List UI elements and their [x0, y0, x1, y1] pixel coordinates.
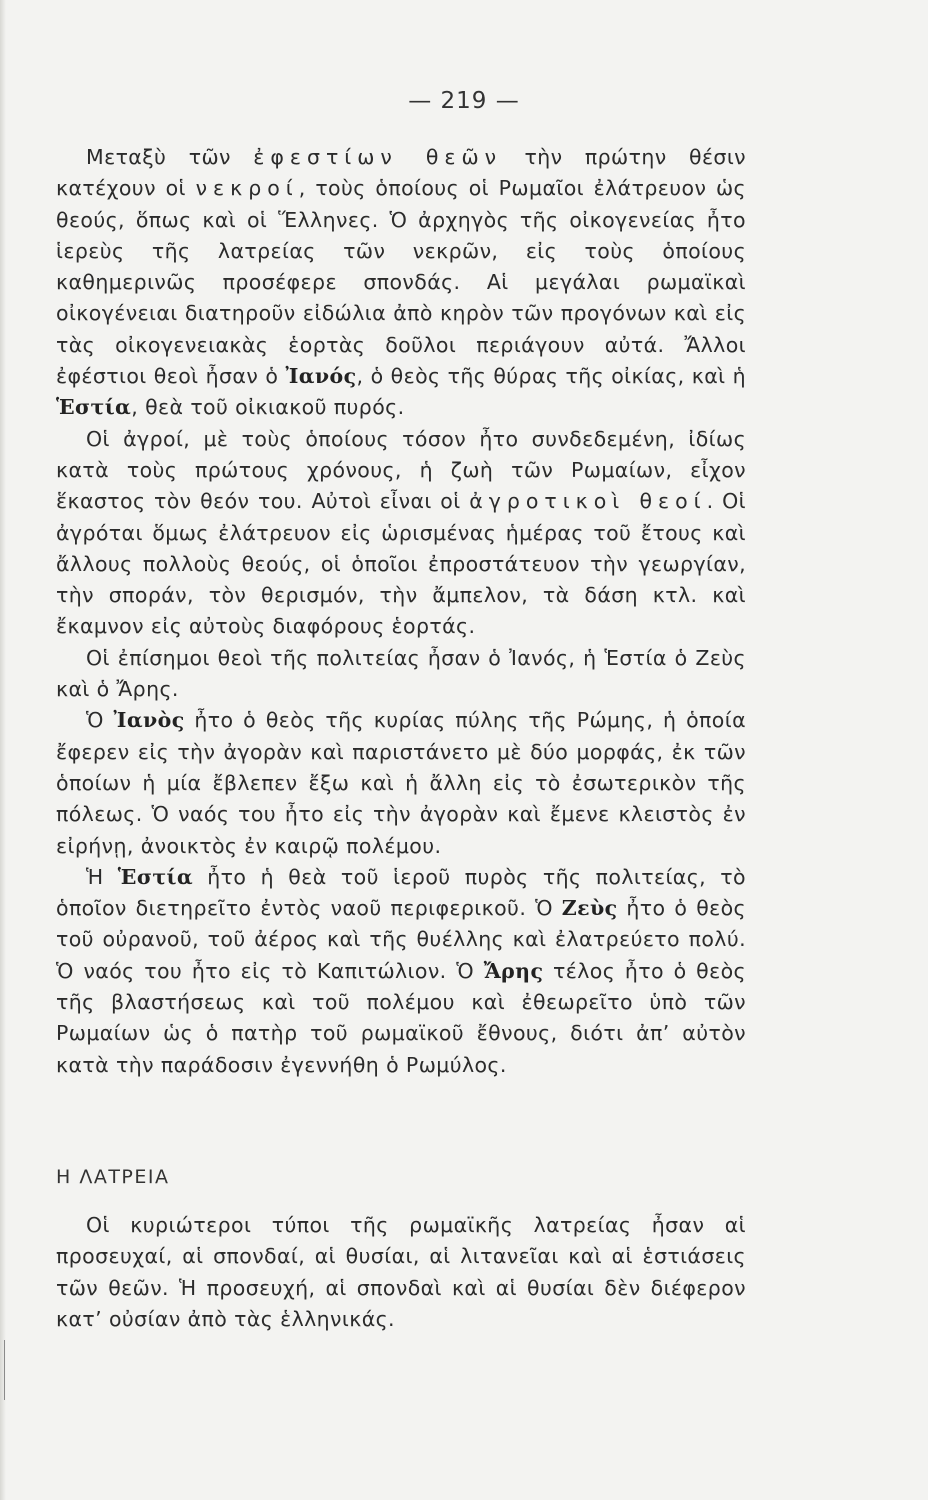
paragraph — [56, 424, 746, 643]
page-edge — [0, 0, 6, 1500]
paragraph — [56, 1210, 746, 1335]
main-text — [56, 142, 746, 1081]
text-run: Μεταξὺ τῶν — [86, 145, 254, 169]
emphasized-name: Ἑστία — [56, 395, 132, 420]
text-run: τὴν πρώτην θέσιν κατέχουν οἱ — [56, 145, 747, 201]
text-run: ἦτο ὁ θεὸς τῆς κυρίας πύλης τῆς Ρώμης, ἡ ὁποία ἔφερεν εἰς τὴν ἀγορὰν καὶ παριστάνετο μὲ δύο μορφάς, ἐκ τῶν ὁποίων ἡ μία ἔβλεπεν ἔξω καὶ ἡ ἄλλη εἰς τὸ ἐσωτερικὸν τῆς πόλεως. Ὁ ναός του ἦτο εἰς τὴν ἀγορὰν καὶ ἔμενε κλειστὸς ἐν εἰρήνῃ, ἀνοικτὸς ἐν καιρῷ πολέμου. — [56, 708, 746, 858]
text-run: ἦτο ὁ θεὸς τοῦ οὐρανοῦ, τοῦ ἀέρος καὶ τῆς θυέλλης καὶ ἐλατρεύετο πολύ. Ὁ ναός του ἦτο εἰς τὸ Καπιτώλιον. Ὁ — [56, 896, 746, 983]
emphasized-name: Ἰανός — [285, 364, 357, 389]
text-run: Οἱ ἀγροί, μὲ τοὺς ὁποίους τόσον ἦτο συνδεδεμένη, ἰδίως κατὰ τοὺς πρώτους χρόνους, ἡ ζωὴ τῶν Ρωμαίων, εἶχον ἕκαστος τὸν θεόν του. Αὐτοὶ εἶναι οἱ — [56, 426, 746, 514]
page-number: — 219 — — [408, 88, 520, 114]
text-run: , τοὺς ὁποίους οἱ Ρωμαῖοι ἐλάτρευον ὡς θεούς, ὅπως καὶ οἱ Ἕλληνες. Ὁ ἀρχηγὸς τῆς οἰκογενείας ἦτο ἱερεὺς τῆς λατρείας τῶν νεκρῶν, εἰς τοὺς ὁποίους καθημερινῶς προσέφερε σπονδάς. Αἱ μεγάλαι ρωμαϊκαὶ οἰκογένειαι διατηροῦν εἰδώλια ἀπὸ κηρὸν τῶν προγόνων καὶ εἰς τὰς οἰκογενειακὰς ἑορτὰς δοῦλοι περιάγουν αὐτά. Ἄλλοι ἐφέστιοι θεοὶ ἦσαν ὁ — [56, 176, 746, 389]
gutter-mark — [4, 1340, 5, 1400]
text-run: Οἱ ἐπίσημοι θεοὶ τῆς πολιτείας ἦσαν ὁ Ἰανός, ἡ Ἑστία ὁ Ζεὺς καὶ ὁ Ἄρης. — [56, 645, 746, 702]
text-run: Ὁ — [86, 708, 114, 733]
text-run: , ὁ θεὸς τῆς θύρας τῆς οἰκίας, καὶ ἡ — [356, 364, 746, 389]
spaced-term: ἐφεστίων θεῶν — [253, 145, 503, 169]
emphasized-name: Ζεὺς — [561, 896, 618, 921]
spaced-term: ἀγροτικοὶ θεοί — [469, 489, 707, 514]
text-run: . Οἱ ἀγρόται ὅμως ἐλάτρευον εἰς ὡρισμένας ἡμέρας τοῦ ἔτους καὶ ἄλλους πολλοὺς θεούς, οἱ ὁποῖοι ἐπροστάτευον τὴν γεωργίαν, τὴν σποράν, τὸν θερισμόν, τὴν ἄμπελον, τὰ δάση κτλ. καὶ ἔκαμνον εἰς αὐτοὺς διαφόρους ἑορτάς. — [56, 489, 746, 639]
spaced-term: νεκροί — [195, 176, 299, 201]
paragraph — [56, 142, 746, 424]
emphasized-name: Ἰανὸς — [113, 708, 185, 733]
text-run: , θεὰ τοῦ οἰκιακοῦ πυρός. — [131, 395, 405, 420]
text-run: ἦτο ἡ θεὰ τοῦ ἱεροῦ πυρὸς τῆς πολιτείας, τὸ ὁποῖον διετηρεῖτο ἐντὸς ναοῦ περιφερικοῦ. Ὁ — [56, 864, 746, 921]
emphasized-name: Ἑστία — [117, 864, 194, 889]
text-run: Ἡ — [86, 864, 118, 889]
section-text — [56, 1210, 746, 1335]
text-run: τέλος ἦτο ὁ θεὸς τῆς βλαστήσεως καὶ τοῦ πολέμου καὶ ἐθεωρεῖτο ὑπὸ τῶν Ρωμαίων ὡς ὁ πατὴρ τοῦ ρωμαϊκοῦ ἔθνους, διότι ἀπ’ αὐτὸν κατὰ τὴν παράδοσιν ἐγεννήθη ὁ Ρωμύλος. — [56, 958, 746, 1077]
section-heading: Η ΛΑΤΡΕΙΑ — [56, 1166, 170, 1188]
paragraph — [56, 643, 746, 706]
text-run: Οἱ κυριώτεροι τύποι τῆς ρωμαϊκῆς λατρείας ἦσαν αἱ προσευχαί, αἱ σπονδαί, αἱ θυσίαι, αἱ λιτανεῖαι καὶ αἱ ἑστιάσεις τῶν θεῶν. Ἡ προσευχή, αἱ σπονδαὶ καὶ αἱ θυσίαι δὲν διέφερον κατ’ οὐσίαν ἀπὸ τὰς ἑλληνικάς. — [56, 1213, 746, 1331]
paragraph — [56, 705, 746, 861]
emphasized-name: Ἄρης — [483, 958, 544, 983]
paragraph — [56, 862, 746, 1081]
